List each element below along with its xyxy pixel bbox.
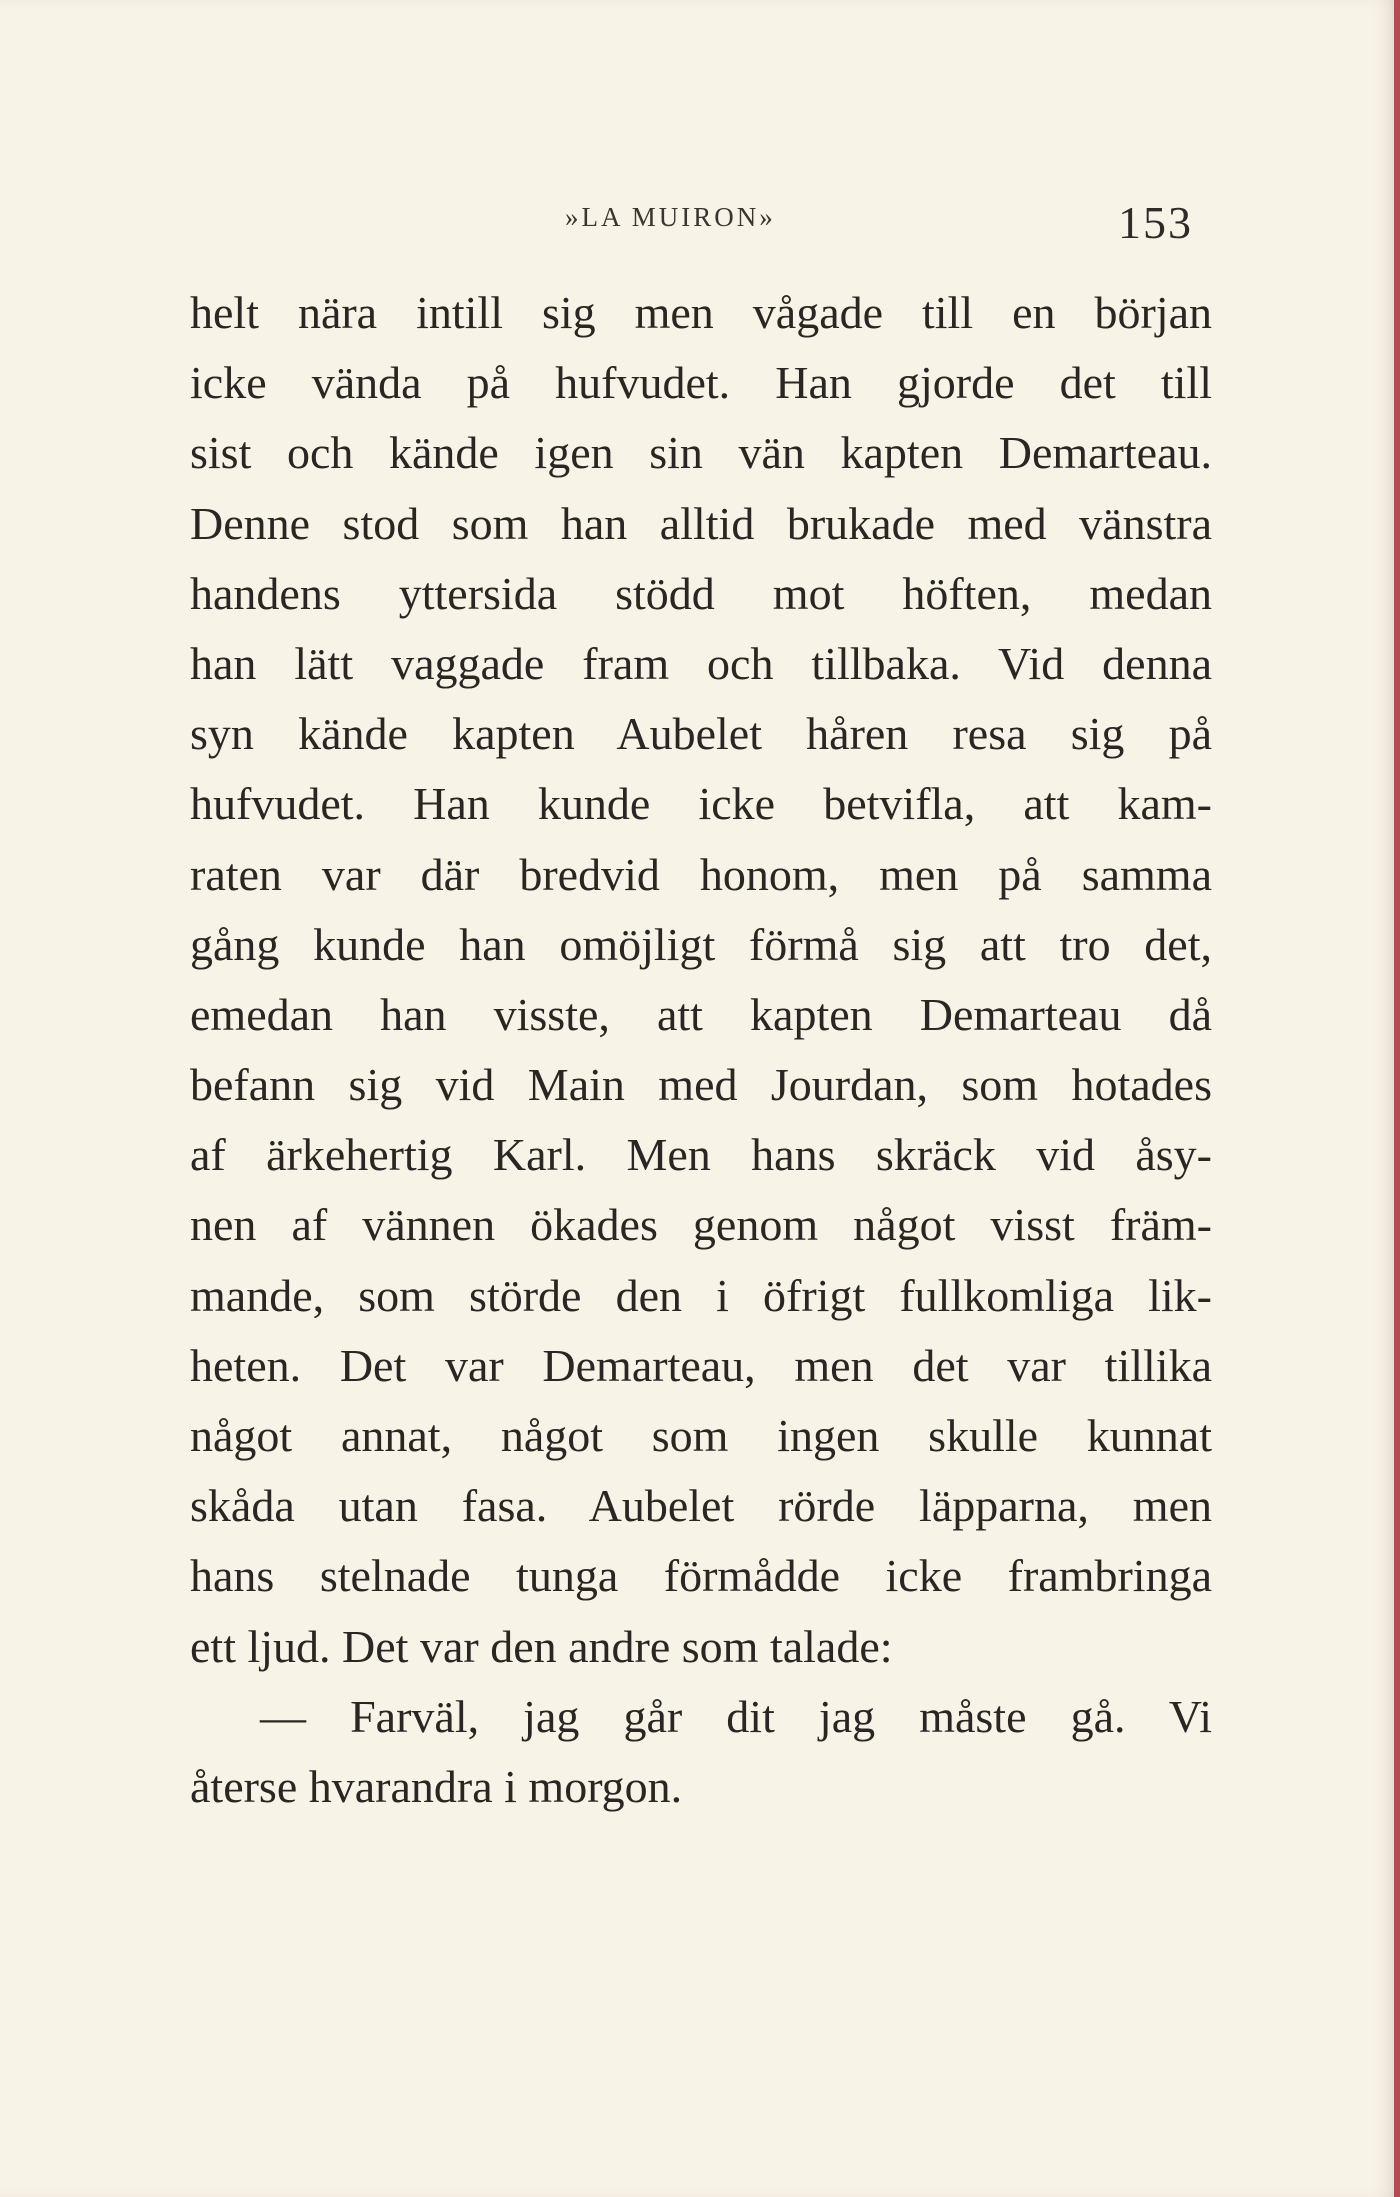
- text-line: återse hvarandra i morgon.: [190, 1760, 683, 1812]
- text-line: sist och kände igen sin vän kapten Demarteau.: [190, 427, 1212, 479]
- text-line: heten. Det var Demarteau, men det var tillika: [190, 1339, 1212, 1391]
- text-line: mande, som störde den i öfrigt fullkomliga lik-: [190, 1269, 1212, 1321]
- text-line: hufvudet. Han kunde icke betvifla, att kam-: [190, 778, 1212, 830]
- text-line: nen af vännen ökades genom något visst främ-: [190, 1199, 1212, 1251]
- text-line: emedan han visste, att kapten Demarteau då: [190, 988, 1212, 1040]
- text-line: handens yttersida stödd mot höften, medan: [190, 567, 1212, 619]
- text-line: gång kunde han omöjligt förmå sig att tro det,: [190, 918, 1212, 970]
- text-line: raten var där bredvid honom, men på samma: [190, 848, 1212, 900]
- text-line: icke vända på hufvudet. Han gjorde det till: [190, 357, 1212, 409]
- text-line: af ärkehertig Karl. Men hans skräck vid åsy-: [190, 1129, 1212, 1181]
- text-line: hans stelnade tunga förmådde icke frambringa: [190, 1550, 1212, 1602]
- text-line: han lätt vaggade fram och tillbaka. Vid denna: [190, 637, 1212, 689]
- text-line: befann sig vid Main med Jourdan, som hotades: [190, 1059, 1212, 1111]
- text-line: — Farväl, jag går dit jag måste gå. Vi: [260, 1690, 1212, 1742]
- page-number: 153: [1118, 197, 1193, 248]
- text-line: ett ljud. Det var den andre som talade:: [190, 1620, 893, 1672]
- text-line: något annat, något som ingen skulle kunnat: [190, 1410, 1212, 1461]
- text-line: syn kände kapten Aubelet håren resa sig på: [190, 708, 1212, 760]
- running-head: »LA MUIRON»: [565, 202, 776, 232]
- body-text: [190, 278, 1212, 1822]
- page-edge: [1394, 0, 1400, 2197]
- text-line: Denne stod som han alltid brukade med vänstra: [190, 497, 1212, 549]
- text-line: helt nära intill sig men vågade till en början: [190, 287, 1212, 338]
- text-line: skåda utan fasa. Aubelet rörde läpparna, men: [190, 1480, 1212, 1532]
